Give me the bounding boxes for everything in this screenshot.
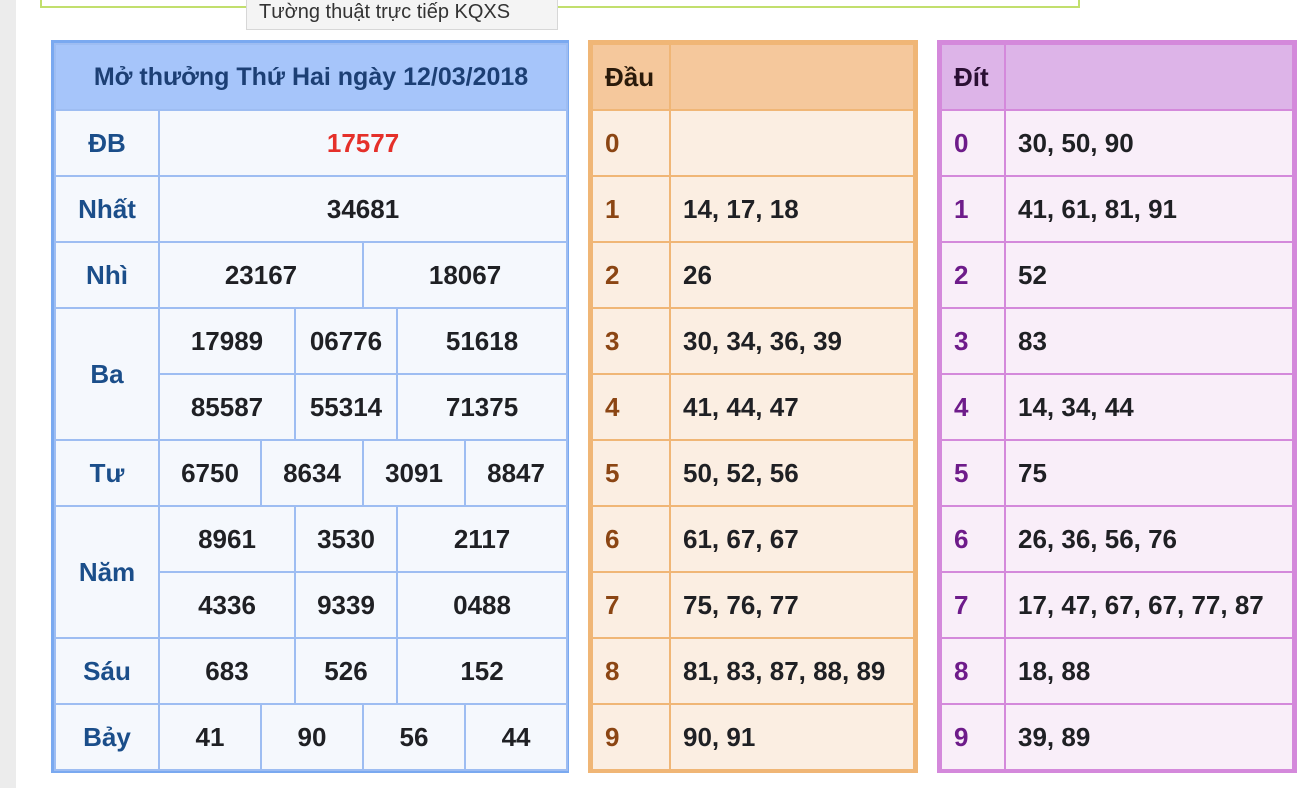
prize-row-tu <box>55 440 567 506</box>
digit-key: 3 <box>941 308 1005 374</box>
prize-label: Bảy <box>55 704 159 770</box>
dau-table <box>588 40 918 773</box>
prize-row-nam <box>55 506 567 572</box>
special-prize-number: 17577 <box>159 110 567 176</box>
digit-values: 83 <box>1005 308 1293 374</box>
digit-values: 26 <box>670 242 914 308</box>
digit-key: 8 <box>592 638 670 704</box>
dit-row <box>941 308 1293 374</box>
digit-values: 61, 67, 67 <box>670 506 914 572</box>
prize-number: 56 <box>363 704 465 770</box>
digit-key: 3 <box>592 308 670 374</box>
digit-key: 8 <box>941 638 1005 704</box>
top-panel-frame <box>40 0 1080 8</box>
prize-number: 152 <box>397 638 567 704</box>
prize-number: 683 <box>159 638 295 704</box>
live-results-tab[interactable]: Tường thuật trực tiếp KQXS <box>246 0 558 30</box>
prize-number: 9339 <box>295 572 397 638</box>
results-title: Mở thưởng Thứ Hai ngày 12/03/2018 <box>55 44 567 110</box>
prize-row-ba <box>55 308 567 374</box>
dau-row <box>592 242 914 308</box>
prize-number: 8961 <box>159 506 295 572</box>
dit-row <box>941 704 1293 770</box>
digit-values: 26, 36, 56, 76 <box>1005 506 1293 572</box>
digit-key: 7 <box>941 572 1005 638</box>
prize-number: 3091 <box>363 440 465 506</box>
dau-row <box>592 176 914 242</box>
prize-label: Tư <box>55 440 159 506</box>
digit-values: 39, 89 <box>1005 704 1293 770</box>
digit-values: 75 <box>1005 440 1293 506</box>
dau-header-blank <box>670 44 914 110</box>
prize-number: 71375 <box>397 374 567 440</box>
dit-row <box>941 374 1293 440</box>
digit-values: 30, 34, 36, 39 <box>670 308 914 374</box>
digit-key: 6 <box>941 506 1005 572</box>
dau-row <box>592 506 914 572</box>
digit-values <box>670 110 914 176</box>
dau-header: Đầu <box>592 44 670 110</box>
digit-key: 2 <box>941 242 1005 308</box>
prize-label: Năm <box>55 506 159 638</box>
prize-row-sau <box>55 638 567 704</box>
digit-key: 1 <box>592 176 670 242</box>
digit-values: 41, 61, 81, 91 <box>1005 176 1293 242</box>
prize-number: 51618 <box>397 308 567 374</box>
digit-key: 5 <box>592 440 670 506</box>
dau-row <box>592 440 914 506</box>
prize-number: 3530 <box>295 506 397 572</box>
prize-row-nhat <box>55 176 567 242</box>
digit-key: 6 <box>592 506 670 572</box>
prize-number: 23167 <box>159 242 363 308</box>
digit-values: 30, 50, 90 <box>1005 110 1293 176</box>
prize-label: Nhất <box>55 176 159 242</box>
prize-number: 0488 <box>397 572 567 638</box>
prize-row-db <box>55 110 567 176</box>
dit-row <box>941 440 1293 506</box>
digit-values: 50, 52, 56 <box>670 440 914 506</box>
prize-row-bay <box>55 704 567 770</box>
prize-number: 526 <box>295 638 397 704</box>
dit-header-blank <box>1005 44 1293 110</box>
digit-key: 2 <box>592 242 670 308</box>
digit-key: 4 <box>941 374 1005 440</box>
dit-row <box>941 176 1293 242</box>
prize-number: 8847 <box>465 440 567 506</box>
dau-row <box>592 308 914 374</box>
prize-label: Nhì <box>55 242 159 308</box>
dau-row <box>592 374 914 440</box>
digit-values: 14, 17, 18 <box>670 176 914 242</box>
digit-key: 1 <box>941 176 1005 242</box>
prize-number: 4336 <box>159 572 295 638</box>
dit-row <box>941 506 1293 572</box>
prize-number: 55314 <box>295 374 397 440</box>
results-table <box>51 40 569 773</box>
digit-key: 5 <box>941 440 1005 506</box>
prize-number: 06776 <box>295 308 397 374</box>
prize-label: ĐB <box>55 110 159 176</box>
dit-table <box>937 40 1297 773</box>
dit-row <box>941 110 1293 176</box>
dit-header: Đít <box>941 44 1005 110</box>
digit-values: 17, 47, 67, 67, 77, 87 <box>1005 572 1293 638</box>
dau-row <box>592 572 914 638</box>
digit-values: 90, 91 <box>670 704 914 770</box>
left-gutter <box>0 0 16 788</box>
digit-key: 4 <box>592 374 670 440</box>
prize-number: 8634 <box>261 440 363 506</box>
prize-number: 85587 <box>159 374 295 440</box>
prize-label: Sáu <box>55 638 159 704</box>
digit-key: 0 <box>941 110 1005 176</box>
prize-number: 41 <box>159 704 261 770</box>
dau-row <box>592 638 914 704</box>
dit-row <box>941 572 1293 638</box>
digit-values: 14, 34, 44 <box>1005 374 1293 440</box>
dit-row <box>941 242 1293 308</box>
prize-number: 2117 <box>397 506 567 572</box>
dau-row <box>592 704 914 770</box>
prize-label: Ba <box>55 308 159 440</box>
digit-key: 9 <box>941 704 1005 770</box>
prize-number: 6750 <box>159 440 261 506</box>
prize-number: 44 <box>465 704 567 770</box>
digit-values: 41, 44, 47 <box>670 374 914 440</box>
digit-key: 9 <box>592 704 670 770</box>
digit-values: 52 <box>1005 242 1293 308</box>
digit-values: 75, 76, 77 <box>670 572 914 638</box>
prize-number: 90 <box>261 704 363 770</box>
dau-row <box>592 110 914 176</box>
dit-row <box>941 638 1293 704</box>
digit-values: 81, 83, 87, 88, 89 <box>670 638 914 704</box>
prize-number: 17989 <box>159 308 295 374</box>
digit-values: 18, 88 <box>1005 638 1293 704</box>
prize-number: 34681 <box>159 176 567 242</box>
prize-row-nhi <box>55 242 567 308</box>
digit-key: 0 <box>592 110 670 176</box>
prize-number: 18067 <box>363 242 567 308</box>
digit-key: 7 <box>592 572 670 638</box>
